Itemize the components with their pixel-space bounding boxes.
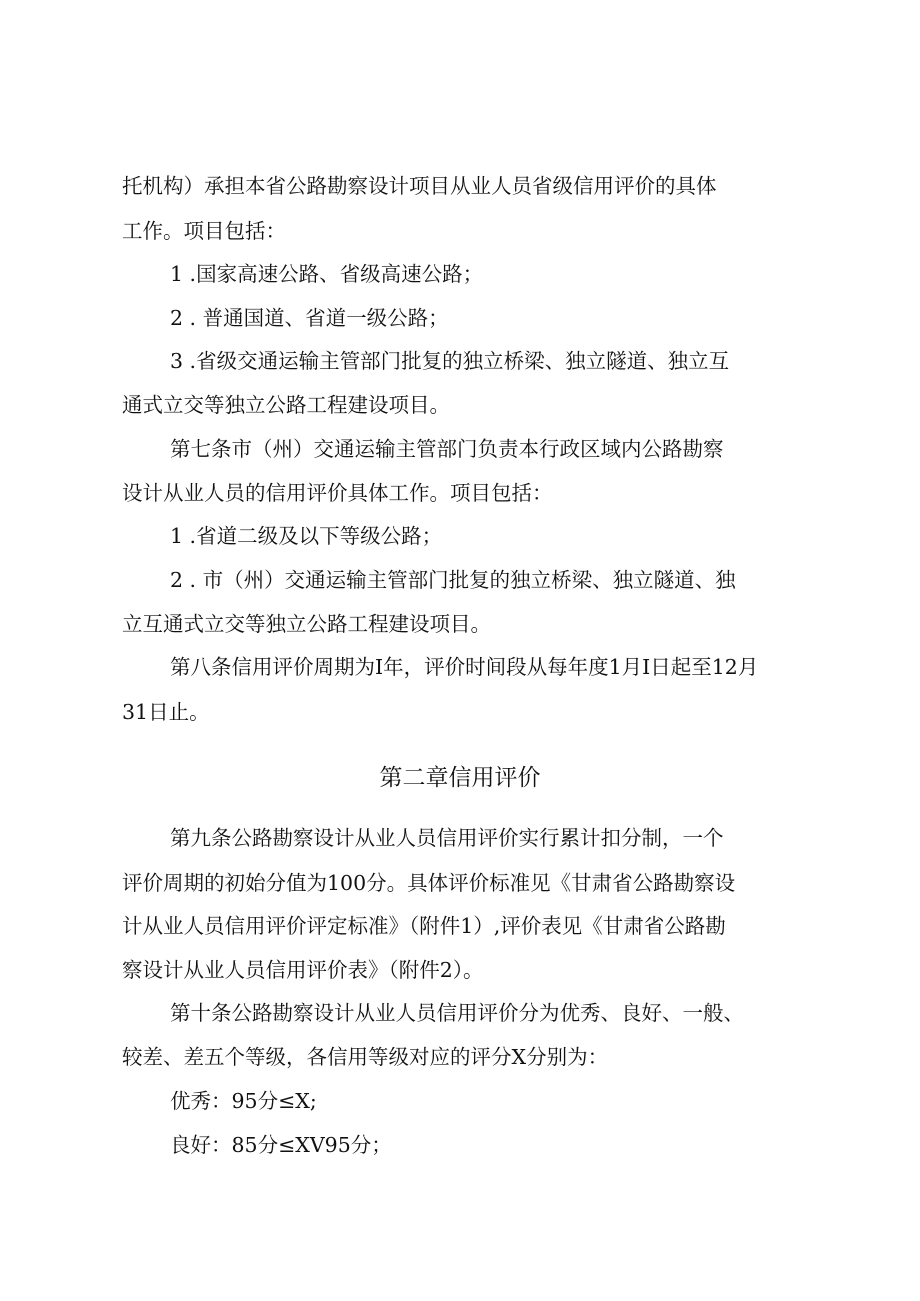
list-item: 2 . 普通国道、省道一级公路； bbox=[170, 306, 449, 330]
article-10-paragraph: 第十条公路勘察设计从业人员信用评价分为优秀、良好、一般、 bbox=[170, 1001, 744, 1025]
list-item: 2 . 市（州）交通运输主管部门批复的独立桥梁、独立隧道、独 bbox=[170, 568, 736, 592]
grade-item-good: 良好：85分≤XV95分； bbox=[170, 1133, 392, 1157]
article-7-paragraph: 第七条市（州）交通运输主管部门负责本行政区域内公路勘察 bbox=[170, 437, 724, 461]
text-line: 计从业人员信用评价评定标准》（附件1）,评价表见《甘肃省公路勘 bbox=[122, 914, 726, 938]
list-item: 1 .国家高速公路、省级高速公路； bbox=[170, 262, 484, 286]
text-line: 较差、差五个等级，各信用等级对应的评分X分别为： bbox=[122, 1045, 609, 1069]
list-item: 1 .省道二级及以下等级公路； bbox=[170, 524, 443, 548]
grade-item-excellent: 优秀：95分≤X; bbox=[170, 1089, 317, 1113]
text-line: 通式立交等独立公路工程建设项目。 bbox=[122, 393, 450, 417]
chapter-heading: 第二章信用评价 bbox=[379, 765, 541, 791]
text-line: 察设计从业人员信用评价表》（附件2）。 bbox=[122, 958, 484, 982]
text-line: 31日止。 bbox=[122, 700, 210, 724]
text-line: 评价周期的初始分值为100分。具体评价标准见《甘肃省公路勘察设 bbox=[122, 871, 736, 895]
article-8-paragraph: 第八条信用评价周期为I年，评价时间段从每年度1月I日起至12月 bbox=[170, 655, 759, 679]
text-line: 立互通式立交等独立公路工程建设项目。 bbox=[122, 612, 491, 636]
text-line: 托机构）承担本省公路勘察设计项目从业人员省级信用评价的具体 bbox=[122, 174, 717, 198]
text-line: 工作。项目包括： bbox=[122, 219, 286, 243]
list-item: 3 .省级交通运输主管部门批复的独立桥梁、独立隧道、独立互 bbox=[170, 349, 730, 373]
text-line: 设计从业人员的信用评价具体工作。项目包括： bbox=[122, 481, 553, 505]
article-9-paragraph: 第九条公路勘察设计从业人员信用评价实行累计扣分制，一个 bbox=[170, 826, 724, 850]
